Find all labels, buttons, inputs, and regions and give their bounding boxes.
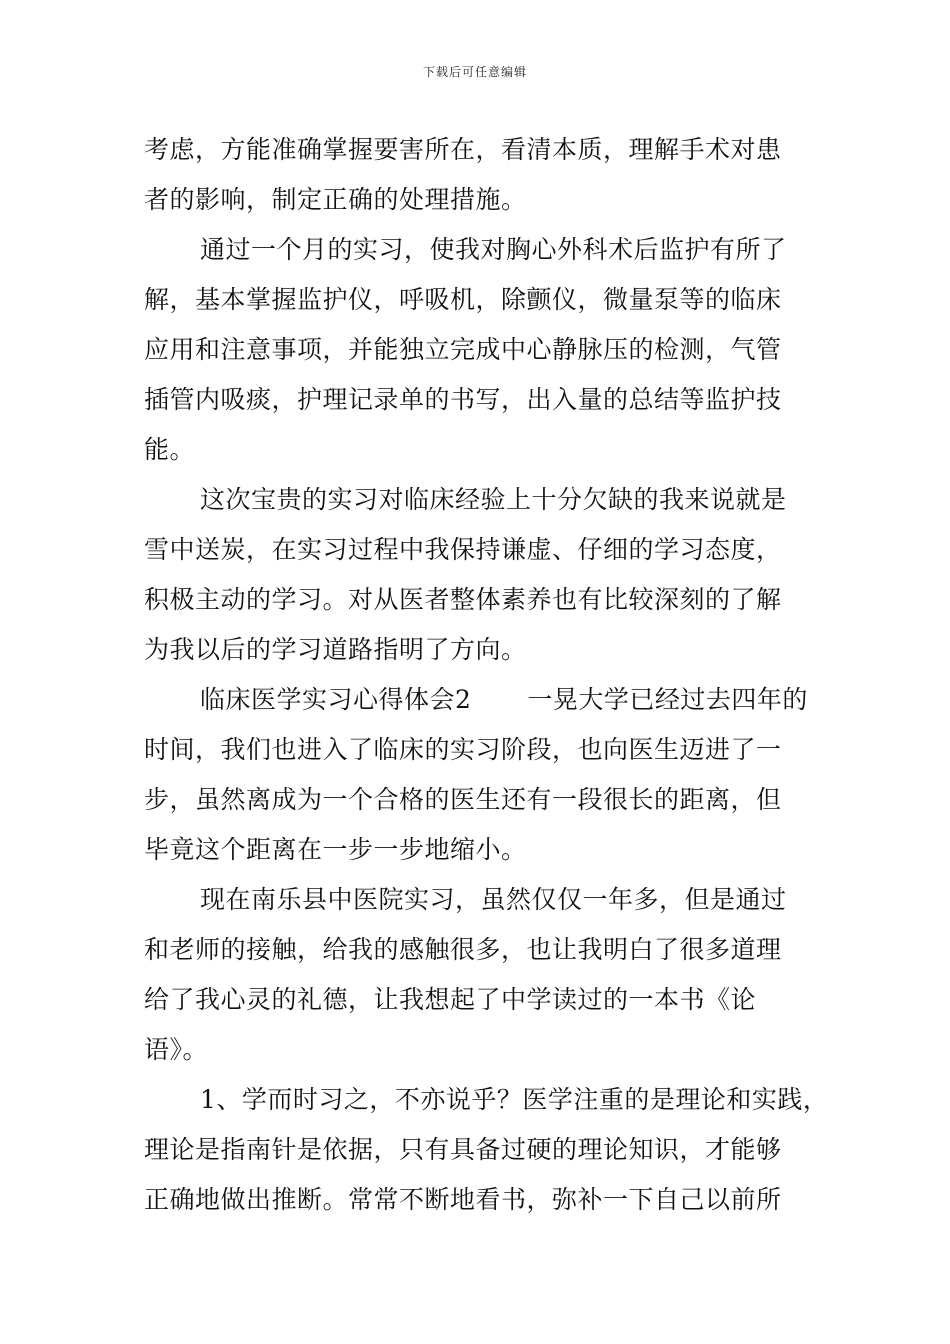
- paragraph-start-line: 1、学而时习之，不亦说乎？医学注重的是理论和实践，: [200, 1085, 829, 1114]
- text-line: 解，基本掌握监护仪，呼吸机，除颤仪，微量泵等的临床: [144, 285, 782, 314]
- text-line: 为我以后的学习道路指明了方向。: [144, 635, 527, 664]
- text-line: 者的影响，制定正确的处理措施。: [144, 185, 527, 214]
- text-line: 和老师的接触，给我的感触很多，也让我明白了很多道理: [144, 935, 782, 964]
- text-line: 正确地做出推断。常常不断地看书，弥补一下自己以前所: [144, 1185, 782, 1214]
- paragraph-start-line: 这次宝贵的实习对临床经验上十分欠缺的我来说就是: [200, 485, 787, 514]
- text-line: 能。: [144, 435, 196, 464]
- text-line: 给了我心灵的礼德，让我想起了中学读过的一本书《论: [144, 985, 757, 1014]
- text-line: 插管内吸痰，护理记录单的书写，出入量的总结等监护技: [144, 385, 782, 414]
- page-header: 下载后可任意编辑: [422, 65, 527, 79]
- section-heading-line: [144, 675, 812, 725]
- text-line: 考虑，方能准确掌握要害所在，看清本质，理解手术对患: [144, 135, 782, 164]
- section-intro: 一晃大学已经过去四年的: [527, 685, 808, 714]
- text-line: 积极主动的学习。对从医者整体素养也有比较深刻的了解: [144, 585, 782, 614]
- text-line: 毕竟这个距离在一步一步地缩小。: [144, 835, 527, 864]
- text-line: 雪中送炭，在实习过程中我保持谦虚、仔细的学习态度，: [144, 535, 782, 564]
- section-heading: 临床医学实习心得体会2: [200, 685, 472, 714]
- paragraph-start-line: 通过一个月的实习，使我对胸心外科术后监护有所了: [200, 235, 787, 264]
- body-text: [144, 125, 829, 1225]
- text-line: 理论是指南针是依据，只有具备过硬的理论知识，才能够: [144, 1135, 782, 1164]
- text-line: 应用和注意事项，并能独立完成中心静脉压的检测，气管: [144, 335, 782, 364]
- text-line: 时间，我们也进入了临床的实习阶段，也向医生迈进了一: [144, 735, 782, 764]
- text-line: 步，虽然离成为一个合格的医生还有一段很长的距离，但: [144, 785, 782, 814]
- paragraph-start-line: 现在南乐县中医院实习，虽然仅仅一年多，但是通过: [200, 885, 787, 914]
- text-line: 语》。: [144, 1035, 209, 1064]
